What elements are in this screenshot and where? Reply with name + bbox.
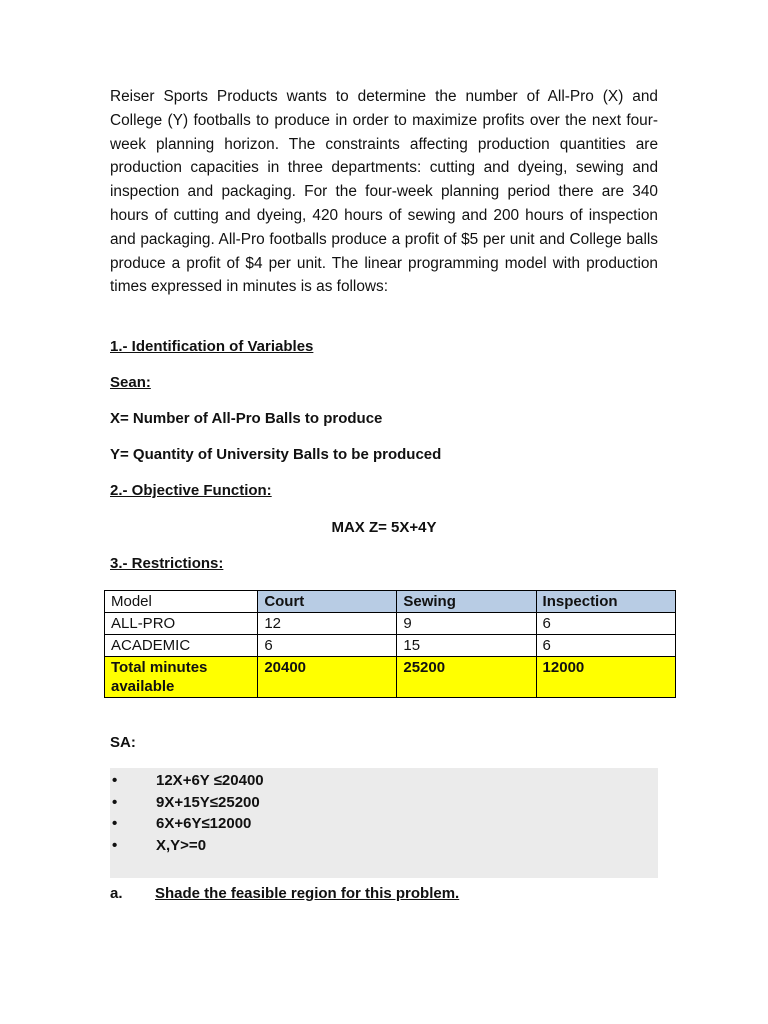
table-cell: 12	[258, 613, 397, 635]
sean-label: Sean:	[110, 374, 151, 391]
x-definition: X= Number of All-Pro Balls to produce	[110, 410, 383, 427]
table-cell: 6	[258, 635, 397, 657]
table-cell: 6	[536, 613, 675, 635]
section3-heading: 3.- Restrictions:	[110, 555, 224, 572]
table-row	[105, 635, 676, 657]
question-a	[110, 885, 459, 902]
table-cell: 9	[397, 613, 536, 635]
constraint-text: 9X+15Y≤25200	[156, 793, 260, 811]
table-cell: 6	[536, 635, 675, 657]
constraints-box	[110, 768, 658, 878]
list-item	[110, 770, 264, 792]
question-a-label: a.	[110, 885, 123, 902]
table-header-cell: Court	[258, 591, 397, 613]
section2-heading: 2.- Objective Function:	[110, 482, 272, 499]
constraint-text: 12X+6Y ≤20400	[156, 772, 264, 789]
intro-paragraph: Reiser Sports Products wants to determine the number of All-Pro (X) and College (Y) footballs to produce in order to maximize profits over the next four-week planning horizon. The constraints affecting production quantities are production capacities in three departments: cutting and dyeing, sewing and inspection and packaging. For the four-week planning period there are 340 hours of cutting and dyeing, 420 hours of sewing and 200 hours of inspection and packaging. All-Pro footballs produce a profit of $5 per unit and College balls produce a profit of $4 per unit. The linear programming model with production times expressed in minutes is as follows:	[110, 88, 658, 296]
constraint-text: X,Y>=0	[156, 836, 207, 854]
bullet-icon: •	[112, 836, 118, 854]
bullet-icon: •	[112, 793, 118, 811]
table-cell: ALL-PRO	[105, 613, 258, 635]
constraint-text: 6X+6Y≤12000	[156, 815, 252, 832]
list-item	[110, 813, 264, 835]
table-header-cell: Inspection	[536, 591, 675, 613]
sa-label: SA:	[110, 734, 136, 751]
objective-function: MAX Z= 5X+4Y	[331, 519, 437, 536]
table-cell: 20400	[258, 657, 397, 698]
y-definition: Y= Quantity of University Balls to be produced	[110, 446, 442, 463]
table-cell: 12000	[536, 657, 675, 698]
section1-heading: 1.- Identification of Variables	[110, 338, 314, 355]
table-cell: ACADEMIC	[105, 635, 258, 657]
list-item	[110, 792, 264, 814]
list-item	[110, 835, 264, 857]
table-cell: 25200	[397, 657, 536, 698]
table-header-row	[105, 591, 676, 613]
bullet-icon: •	[112, 772, 118, 789]
table-header-cell: Model	[105, 591, 258, 613]
table-header-cell: Sewing	[397, 591, 536, 613]
table-cell: 15	[397, 635, 536, 657]
table-cell: Total minutes available	[105, 657, 258, 698]
restrictions-table	[104, 590, 676, 698]
bullet-icon: •	[112, 815, 118, 832]
constraints-list	[110, 770, 264, 856]
table-total-row	[105, 657, 676, 698]
table-row	[105, 613, 676, 635]
question-a-text: Shade the feasible region for this problem.	[155, 885, 460, 902]
